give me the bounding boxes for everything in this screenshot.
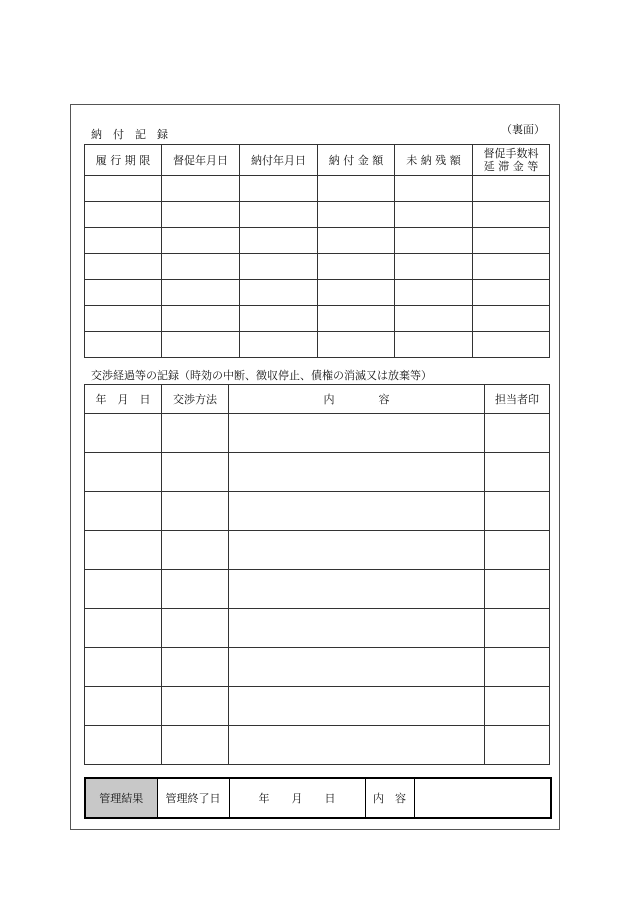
payment-table-row	[85, 280, 550, 306]
cell-method[interactable]	[162, 453, 229, 492]
col-header-fees-line1: 督促手数料	[483, 147, 539, 160]
cell-reminder-date[interactable]	[162, 306, 240, 332]
payment-table-body	[85, 176, 550, 358]
cell-due-date[interactable]	[85, 176, 162, 202]
col-header-date: 年 月 日	[85, 385, 162, 414]
cell-content[interactable]	[229, 648, 485, 687]
payment-record-title: 納 付 記 録	[91, 128, 168, 141]
payment-header-row	[85, 145, 550, 176]
cell-due-date[interactable]	[85, 306, 162, 332]
cell-staff-seal[interactable]	[485, 726, 550, 765]
cell-payment-amount[interactable]	[318, 280, 395, 306]
cell-due-date[interactable]	[85, 202, 162, 228]
cell-payment-amount[interactable]	[318, 228, 395, 254]
cell-method[interactable]	[162, 531, 229, 570]
payment-table-row	[85, 254, 550, 280]
cell-fees[interactable]	[473, 176, 550, 202]
cell-reminder-date[interactable]	[162, 254, 240, 280]
negotiation-table-row	[85, 687, 550, 726]
col-header-payment-date: 納付年月日	[240, 145, 318, 176]
cell-fees[interactable]	[473, 228, 550, 254]
cell-staff-seal[interactable]	[485, 453, 550, 492]
cell-fees[interactable]	[473, 280, 550, 306]
cell-method[interactable]	[162, 492, 229, 531]
negotiation-header-row	[85, 385, 550, 414]
payment-table-row	[85, 306, 550, 332]
payment-table-row	[85, 176, 550, 202]
cell-payment-date[interactable]	[240, 280, 318, 306]
negotiation-record-title: 交渉経過等の記録（時効の中断、徴収停止、債権の消滅又は放棄等）	[91, 369, 432, 382]
cell-content[interactable]	[229, 414, 485, 453]
negotiation-table-body	[85, 414, 550, 765]
cell-fees[interactable]	[473, 202, 550, 228]
negotiation-record-table	[84, 384, 550, 765]
form-sheet	[70, 104, 560, 830]
management-date-field[interactable]: 年 月 日	[229, 778, 365, 818]
negotiation-table-row	[85, 414, 550, 453]
management-content-field[interactable]	[414, 778, 551, 818]
col-header-reminder-date: 督促年月日	[162, 145, 240, 176]
cell-reminder-date[interactable]	[162, 280, 240, 306]
cell-method[interactable]	[162, 687, 229, 726]
cell-staff-seal[interactable]	[485, 609, 550, 648]
cell-staff-seal[interactable]	[485, 414, 550, 453]
col-header-fees-line2: 延 滞 金 等	[483, 160, 539, 173]
col-header-due-date: 履 行 期 限	[85, 145, 162, 176]
cell-unpaid-balance[interactable]	[395, 332, 473, 358]
payment-table-row	[85, 332, 550, 358]
cell-payment-amount[interactable]	[318, 176, 395, 202]
cell-unpaid-balance[interactable]	[395, 202, 473, 228]
cell-method[interactable]	[162, 414, 229, 453]
cell-due-date[interactable]	[85, 280, 162, 306]
negotiation-table-row	[85, 570, 550, 609]
cell-content[interactable]	[229, 453, 485, 492]
cell-fees[interactable]	[473, 332, 550, 358]
management-content-label: 内 容	[365, 778, 414, 818]
cell-fees[interactable]	[473, 254, 550, 280]
cell-method[interactable]	[162, 570, 229, 609]
cell-due-date[interactable]	[85, 254, 162, 280]
cell-unpaid-balance[interactable]	[395, 280, 473, 306]
cell-reminder-date[interactable]	[162, 202, 240, 228]
cell-reminder-date[interactable]	[162, 228, 240, 254]
cell-staff-seal[interactable]	[485, 531, 550, 570]
cell-method[interactable]	[162, 648, 229, 687]
cell-date[interactable]	[85, 570, 162, 609]
cell-payment-date[interactable]	[240, 176, 318, 202]
cell-date[interactable]	[85, 453, 162, 492]
cell-method[interactable]	[162, 726, 229, 765]
negotiation-table-row	[85, 453, 550, 492]
payment-table-row	[85, 202, 550, 228]
cell-payment-date[interactable]	[240, 332, 318, 358]
cell-unpaid-balance[interactable]	[395, 306, 473, 332]
cell-content[interactable]	[229, 609, 485, 648]
cell-staff-seal[interactable]	[485, 570, 550, 609]
cell-staff-seal[interactable]	[485, 492, 550, 531]
cell-date[interactable]	[85, 414, 162, 453]
negotiation-table-row	[85, 726, 550, 765]
cell-staff-seal[interactable]	[485, 648, 550, 687]
cell-due-date[interactable]	[85, 332, 162, 358]
cell-content[interactable]	[229, 531, 485, 570]
cell-reminder-date[interactable]	[162, 176, 240, 202]
cell-content[interactable]	[229, 492, 485, 531]
cell-fees[interactable]	[473, 306, 550, 332]
negotiation-table-row	[85, 648, 550, 687]
management-end-date-label: 管理終了日	[157, 778, 229, 818]
col-header-content: 内 容	[229, 385, 485, 414]
cell-payment-amount[interactable]	[318, 332, 395, 358]
cell-payment-date[interactable]	[240, 202, 318, 228]
cell-staff-seal[interactable]	[485, 687, 550, 726]
col-header-unpaid-balance: 未 納 残 額	[395, 145, 473, 176]
cell-payment-amount[interactable]	[318, 202, 395, 228]
col-header-method: 交渉方法	[162, 385, 229, 414]
cell-payment-date[interactable]	[240, 254, 318, 280]
negotiation-table-row	[85, 492, 550, 531]
cell-method[interactable]	[162, 609, 229, 648]
cell-payment-amount[interactable]	[318, 306, 395, 332]
cell-payment-date[interactable]	[240, 306, 318, 332]
management-result-label: 管理結果	[85, 778, 157, 818]
cell-date[interactable]	[85, 687, 162, 726]
col-header-fees	[473, 145, 550, 176]
cell-date[interactable]	[85, 648, 162, 687]
cell-due-date[interactable]	[85, 228, 162, 254]
cell-unpaid-balance[interactable]	[395, 176, 473, 202]
cell-content[interactable]	[229, 570, 485, 609]
cell-payment-date[interactable]	[240, 228, 318, 254]
cell-date[interactable]	[85, 531, 162, 570]
cell-date[interactable]	[85, 492, 162, 531]
management-result-table	[84, 777, 552, 819]
cell-content[interactable]	[229, 687, 485, 726]
cell-unpaid-balance[interactable]	[395, 254, 473, 280]
negotiation-table-row	[85, 531, 550, 570]
payment-table-row	[85, 228, 550, 254]
negotiation-table-row	[85, 609, 550, 648]
payment-record-table	[84, 144, 550, 358]
cell-payment-amount[interactable]	[318, 254, 395, 280]
col-header-payment-amount: 納 付 金 額	[318, 145, 395, 176]
side-label: （裏面）	[501, 123, 545, 136]
cell-date[interactable]	[85, 726, 162, 765]
cell-content[interactable]	[229, 726, 485, 765]
col-header-staff-seal: 担当者印	[485, 385, 550, 414]
cell-unpaid-balance[interactable]	[395, 228, 473, 254]
management-row	[85, 778, 551, 818]
cell-reminder-date[interactable]	[162, 332, 240, 358]
cell-date[interactable]	[85, 609, 162, 648]
